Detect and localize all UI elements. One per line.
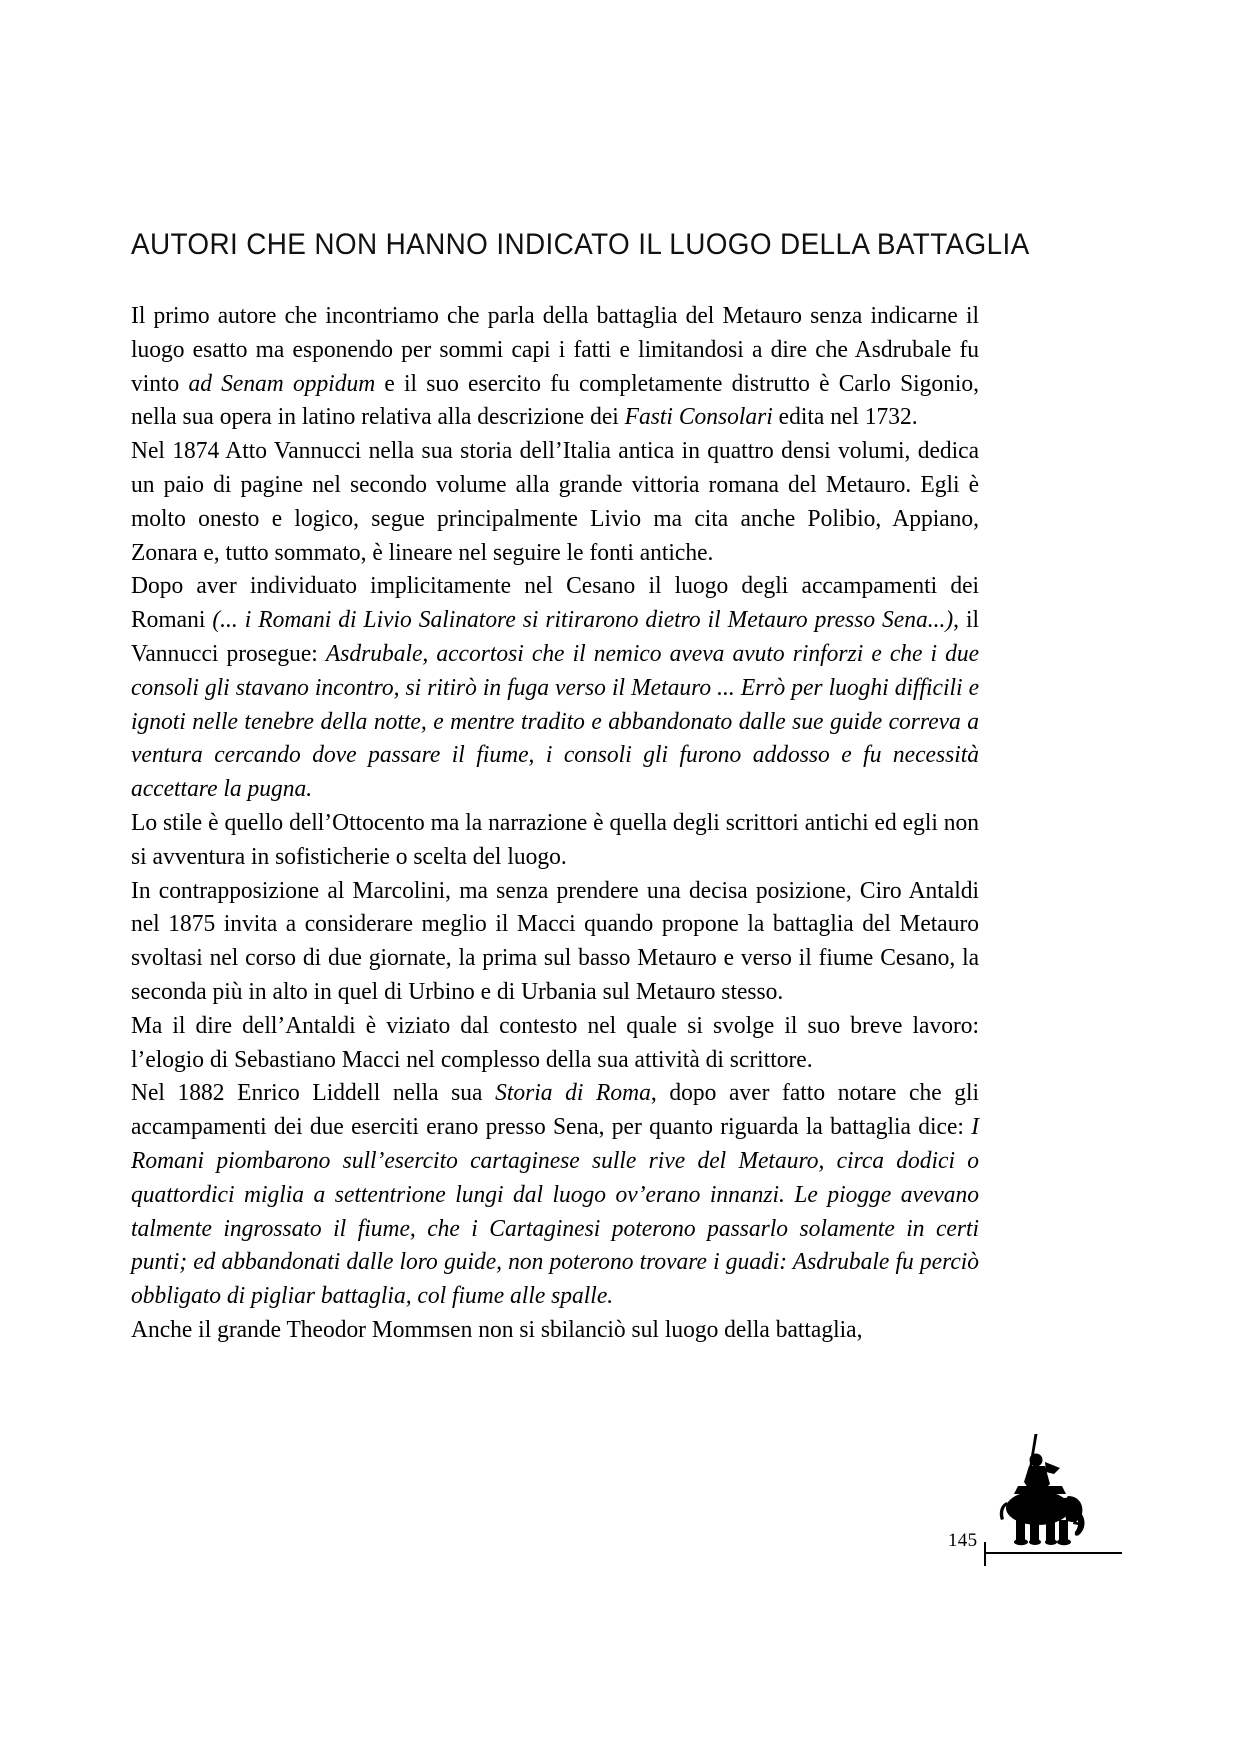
text-run: Nel 1882 Enrico Liddell nella sua — [131, 1079, 496, 1107]
text-run: Ma il dire dell’Antaldi è viziato dal contesto nel quale si svolge il suo breve lavoro: l’elogio di Sebastiano Macci nel complesso della sua attività di scrittore. — [131, 1011, 980, 1073]
italic-run: ad Senam oppidum — [188, 369, 376, 397]
italic-run: Asdrubale, accortosi che il nemico aveva avuto rinforzi e che i due consoli gli stavano incontro, si ritirò in fuga verso il Metauro ... Errò per luoghi difficili e ignoti nelle tenebre della notte, e mentre tradito e abbandonato dalle sue guide correva a ventura cercando dove passare il fiume, i consoli gli furono addosso e fu necessità accettare la pugna. — [131, 639, 980, 803]
footer-rule-horizontal — [984, 1552, 1122, 1554]
paragraph-4 — [131, 806, 979, 874]
page-number: 145 — [948, 1530, 978, 1551]
footer-rule-vertical — [984, 1542, 986, 1566]
italic-run: Fasti Consolari — [624, 403, 773, 431]
paragraph-3 — [131, 569, 979, 806]
footer-rule — [984, 1526, 1122, 1566]
text-run: , dopo aver fatto notare che gli accampamenti dei due eserciti erano presso Sena, per quanto riguarda la battaglia dice: — [131, 1079, 980, 1141]
paragraph-7 — [131, 1076, 979, 1313]
paragraph-8 — [131, 1313, 979, 1347]
text-run: , il Vannucci prosegue: — [131, 606, 980, 667]
text-run: e il suo esercito fu completamente distrutto è Carlo Sigonio, nella sua opera in latino relativa alla descrizione dei — [131, 369, 980, 431]
page-content — [131, 228, 1030, 1347]
text-run: Dopo aver individuato implicitamente nel Cesano il luogo degli accampamenti dei Romani — [131, 572, 980, 634]
text-run: edita nel 1732. — [772, 403, 918, 431]
paragraph-6 — [131, 1009, 979, 1077]
page-title: AUTORI CHE NON HANNO INDICATO IL LUOGO DELLA BATTAGLIA — [131, 228, 1030, 261]
italic-run: I Romani piombarono sull’esercito cartaginese sulle rive del Metauro, circa dodici o quattordici miglia a settentrione lungi dal luogo ov’erano innanzi. Le piogge avevano talmente ingrossato il fiume, che i Cartaginesi poterono passarlo solamente in certi punti; ed abbandonati dalle loro guide, non poterono trovare i guadi: Asdrubale fu perciò obbligato di pigliar battaglia, col fiume alle spalle. — [131, 1113, 980, 1310]
text-run: Anche il grande Theodor Mommsen non si sbilanciò sul luogo della battaglia, — [131, 1315, 863, 1343]
text-run: In contrapposizione al Marcolini, ma senza prendere una decisa posizione, Ciro Antaldi nel 1875 invita a considerare meglio il Macci quando propone la battaglia del Metauro svoltasi nel corso di due giornate, la prima sul basso Metauro e verso il fiume Cesano, la seconda più in alto in quel di Urbino e di Urbania sul Metauro stesso. — [131, 876, 980, 1005]
paragraph-2 — [131, 434, 979, 569]
text-run: Il primo autore che incontriamo che parla della battaglia del Metauro senza indicarne il luogo esatto ma esponendo per sommi capi i fatti e limitandosi a dire che Asdrubale fu vinto — [131, 302, 980, 397]
text-run: Lo stile è quello dell’Ottocento ma la narrazione è quella degli scrittori antichi ed egli non si avventura in sofisticherie o scelta del luogo. — [131, 808, 980, 870]
text-run: Nel 1874 Atto Vannucci nella sua storia dell’Italia antica in quattro densi volumi, dedica un paio di pagine nel secondo volume alla grande vittoria romana del Metauro. Egli è molto onesto e logico, segue principalmente Livio ma cita anche Polibio, Appiano, Zonara e, tutto sommato, è lineare nel seguire le fonti antiche. — [131, 437, 980, 566]
paragraph-5 — [131, 874, 979, 1009]
body-text-block — [131, 299, 979, 1347]
page-footer — [922, 1416, 1122, 1566]
italic-run: Storia di Roma — [495, 1079, 651, 1107]
paragraph-1 — [131, 299, 979, 434]
italic-run: (... i Romani di Livio Salinatore si ritirarono dietro il Metauro presso Sena...) — [212, 606, 954, 634]
